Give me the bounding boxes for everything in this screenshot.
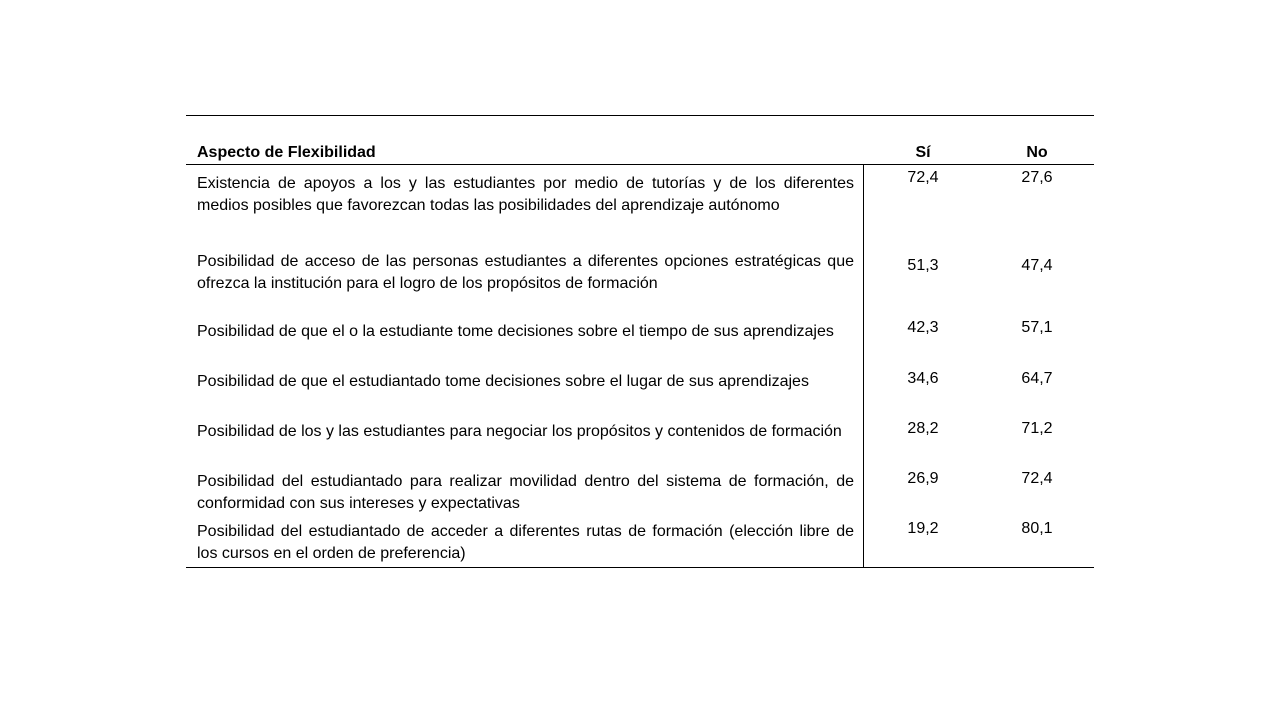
row-aspect: Posibilidad de que el o la estudiante tome decisiones sobre el tiempo de sus aprendizajes	[197, 323, 834, 340]
row-aspect: Posibilidad de que el estudiantado tome decisiones sobre el lugar de sus aprendizajes	[197, 373, 809, 390]
row-si-value: 19,2	[907, 520, 939, 537]
table-row	[186, 321, 1094, 371]
table-row	[186, 247, 1094, 321]
row-si-value: 42,3	[907, 319, 939, 336]
row-no-value: 64,7	[1021, 370, 1053, 387]
header-aspect: Aspecto de Flexibilidad	[197, 144, 376, 161]
row-aspect: Posibilidad del estudiantado para realizar movilidad dentro del sistema de formación, de conformidad con sus intereses y expectativas	[197, 473, 854, 512]
row-no-value: 57,1	[1021, 319, 1053, 336]
header-si: Sí	[915, 144, 931, 161]
row-si-value: 34,6	[907, 370, 939, 387]
row-si-value: 72,4	[907, 169, 939, 186]
row-aspect: Posibilidad de acceso de las personas estudiantes a diferentes opciones estratégicas que ofrezca la institución para el logro de los propósitos de formación	[197, 253, 854, 292]
table-row	[186, 165, 1094, 247]
table-row	[186, 371, 1094, 421]
table-row	[186, 471, 1094, 521]
table-row	[186, 421, 1094, 471]
row-si-value: 28,2	[907, 420, 939, 437]
row-aspect: Existencia de apoyos a los y las estudiantes por medio de tutorías y de los diferentes medios posibles que favorezcan todas las posibilidades del aprendizaje autónomo	[197, 175, 854, 214]
table-body	[186, 165, 1094, 567]
row-si-value: 26,9	[907, 470, 939, 487]
row-aspect: Posibilidad de los y las estudiantes para negociar los propósitos y contenidos de formación	[197, 423, 842, 440]
row-aspect: Posibilidad del estudiantado de acceder a diferentes rutas de formación (elección libre de los cursos en el orden de preferencia)	[197, 523, 854, 562]
table-header-row	[186, 116, 1094, 165]
row-no-value: 72,4	[1021, 470, 1053, 487]
row-no-value: 27,6	[1021, 169, 1053, 186]
flexibility-table	[186, 115, 1094, 568]
row-no-value: 71,2	[1021, 420, 1053, 437]
row-si-value: 51,3	[907, 257, 939, 274]
row-no-value: 80,1	[1021, 520, 1053, 537]
header-no: No	[1026, 144, 1048, 161]
row-no-value: 47,4	[1021, 257, 1053, 274]
table-row	[186, 521, 1094, 567]
